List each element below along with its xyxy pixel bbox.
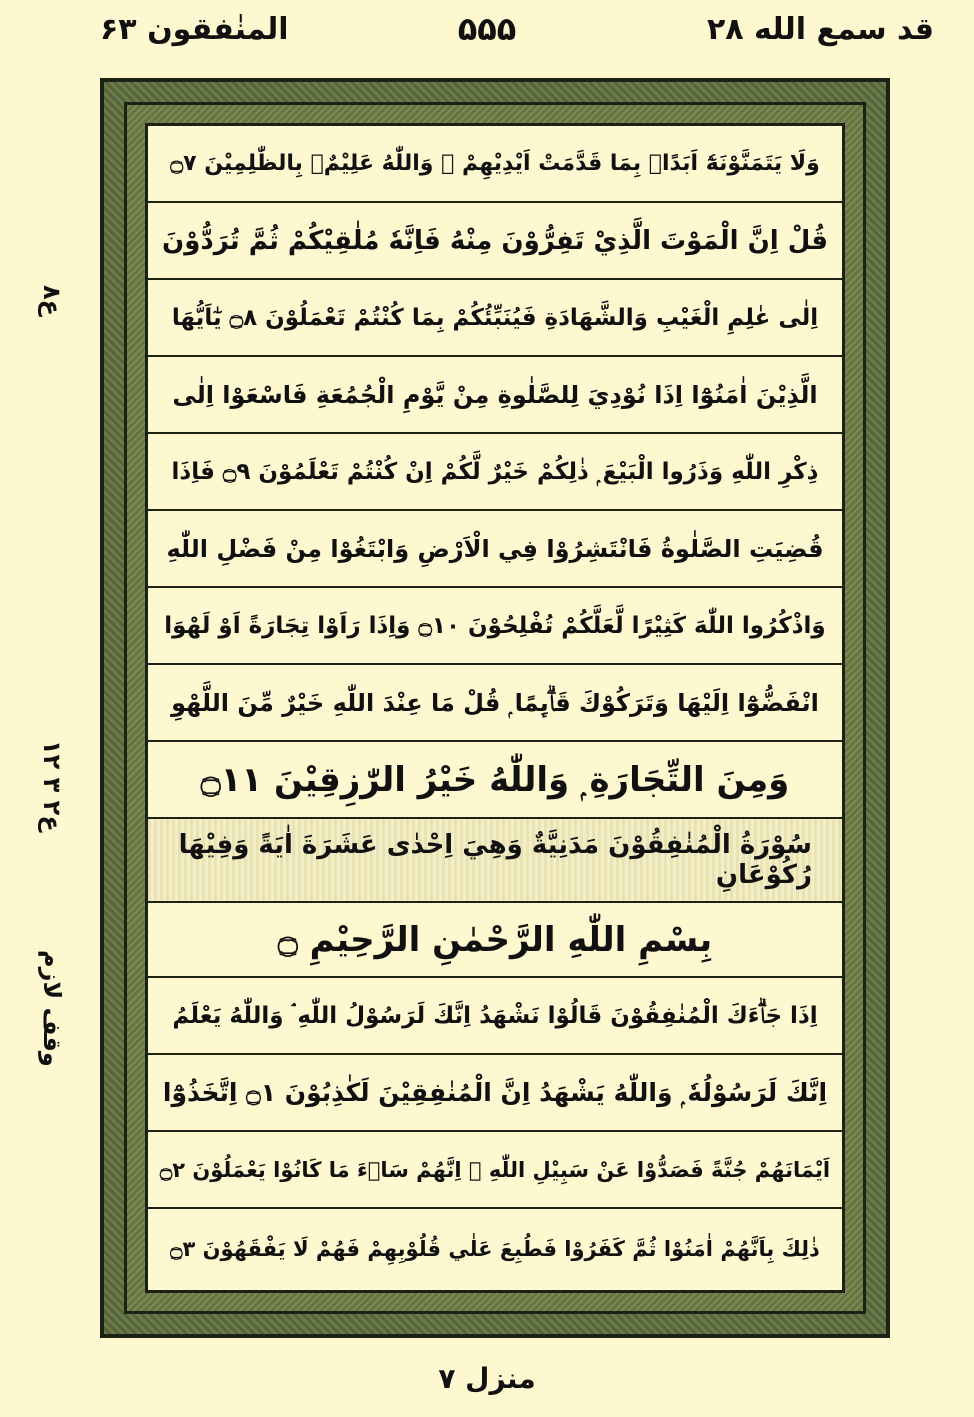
inner-border: [124, 102, 866, 1314]
manzil-footer: منزل ۷: [438, 1362, 536, 1395]
verse-line-10: اِذَا جَاۗءَكَ الْمُنٰفِقُوْنَ قَالُوْا نَشْهَدُ اِنَّكَ لَرَسُوْلُ اللّٰهِ ۘ وَاللّٰهُ يَعْلَمُ: [148, 978, 842, 1055]
verse-line-12: اَيْمَانَهُمْ جُنَّةً فَصَدُّوْا عَنْ سَبِيْلِ اللّٰهِ ۭ اِنَّهُمْ سَاۗءَ مَا كَانُوْا يَعْمَلُوْنَ ۝۲: [148, 1132, 842, 1209]
verse-line-11: اِنَّكَ لَرَسُوْلُهٗ ۭ وَاللّٰهُ يَشْهَدُ اِنَّ الْمُنٰفِقِيْنَ لَكٰذِبُوْنَ ۝۱ اِتَّخَذُوْٓا: [148, 1055, 842, 1132]
verse-line-9: وَمِنَ التِّجَارَةِ ۭ وَاللّٰهُ خَيْرُ الرّٰزِقِيْنَ ۝۱۱: [148, 742, 842, 819]
surah-header-band: [148, 819, 842, 903]
juz-label: قد سمع الله ۲۸: [706, 12, 934, 47]
verse-line-4: الَّذِيْنَ اٰمَنُوْٓا اِذَا نُوْدِيَ لِلصَّلٰوةِ مِنْ يَّوْمِ الْجُمُعَةِ فَاسْعَوْا اِلٰى: [148, 357, 842, 434]
bismillah-line: بِسْمِ اللّٰهِ الرَّحْمٰنِ الرَّحِيْمِ ۝: [148, 903, 842, 978]
ruku-marker-2: ع۲ ۳ ۱۲: [38, 740, 66, 832]
ornamental-border: [100, 78, 890, 1338]
verse-line-13: ذٰلِكَ بِاَنَّهُمْ اٰمَنُوْا ثُمَّ كَفَرُوْا فَطُبِعَ عَلٰي قُلُوْبِهِمْ فَهُمْ لَا يَفْقَهُوْنَ ۝۳: [170, 1236, 820, 1261]
verse-line-3: اِلٰى عٰلِمِ الْغَيْبِ وَالشَّهَادَةِ فَيُنَبِّئُكُمْ بِمَا كُنْتُمْ تَعْمَلُوْنَ ۝۸ يٰٓاَيُّهَا: [148, 280, 842, 357]
verse-line-7: وَاذْكُرُوا اللّٰهَ كَثِيْرًا لَّعَلَّكُمْ تُفْلِحُوْنَ ۝۱۰ وَاِذَا رَاَوْا تِجَارَةً اَوْ لَهْوَا: [148, 588, 842, 665]
verse-line-6: قُضِيَتِ الصَّلٰوةُ فَانْتَشِرُوْا فِي الْاَرْضِ وَابْتَغُوْا مِنْ فَضْلِ اللّٰهِ: [148, 511, 842, 588]
verse-line-2: قُلْ اِنَّ الْمَوْتَ الَّذِيْ تَفِرُّوْنَ مِنْهُ فَاِنَّهٗ مُلٰقِيْكُمْ ثُمَّ تُرَدُّوْنَ: [148, 203, 842, 280]
surah-label: المنٰفقون ۶۳: [100, 12, 289, 47]
text-panel: [145, 123, 845, 1293]
verse-line-1: وَلَا يَتَمَنَّوْنَهٗٓ اَبَدًاۢ بِمَا قَدَّمَتْ اَيْدِيْهِمْ ۭ وَاللّٰهُ عَلِيْمٌۢ بِالظّٰلِمِيْنَ ۝۷: [148, 126, 842, 203]
verse-line-5: ذِكْرِ اللّٰهِ وَذَرُوا الْبَيْعَ ۭ ذٰلِكُمْ خَيْرٌ لَّكُمْ اِنْ كُنْتُمْ تَعْلَمُوْنَ ۝۹ فَاِذَا: [148, 434, 842, 511]
ruku-marker-1: ع۸: [38, 285, 66, 317]
verse-line-8: انْفَضُّوْٓا اِلَيْهَا وَتَرَكُوْكَ قَاۗىِٕمًا ۭ قُلْ مَا عِنْدَ اللّٰهِ خَيْرٌ مِّنَ اللَّهْوِ: [148, 665, 842, 742]
surah-title: سُوْرَةُ الْمُنٰفِقُوْنَ مَدَنِيَّةٌ وَهِيَ اِحْدٰى عَشَرَةَ اٰيَةً وَفِيْهَا رُكُوْعَانِ: [178, 830, 812, 890]
page-number: ۵۵۵: [457, 10, 517, 48]
waqf-marker: وقف لازم: [38, 950, 66, 1067]
page-header: [0, 0, 974, 80]
